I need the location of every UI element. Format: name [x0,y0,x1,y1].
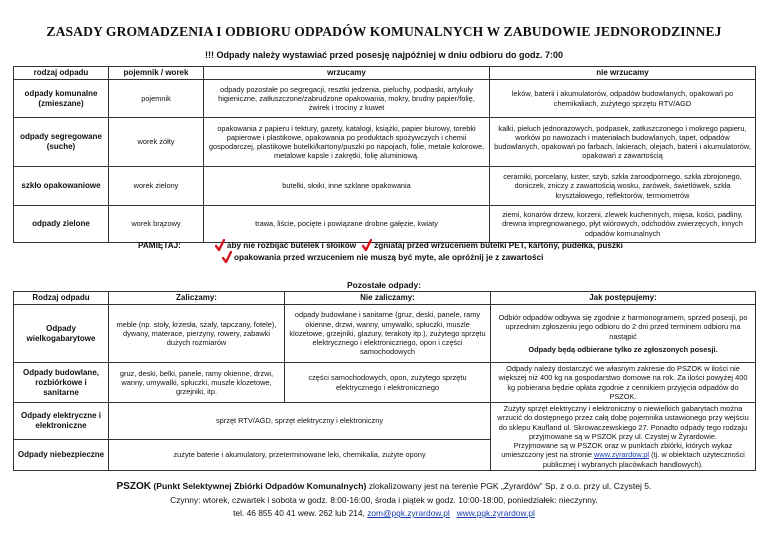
header-waste-type: Rodzaj odpadu [14,292,109,305]
waste-type: Odpady budowlane, rozbiórkowe i sanitarne [14,363,109,403]
header-container: pojemnik / worek [109,67,204,80]
table-row [14,167,756,206]
zyrardow-link[interactable]: www.zyrardow.pl [594,450,650,460]
pszok-brand: PSZOK [116,481,151,492]
table-row [14,80,756,118]
header-allowed: wrzucamy [204,67,490,80]
waste-type: odpady segregowane (suche) [14,118,109,167]
procedure [491,305,756,363]
waste-sorting-table [13,66,756,243]
other-waste-heading: Pozostałe odpady: [347,280,421,290]
table-row [14,118,756,167]
procedure-note: Odpady będą odbierane tylko ze zgłoszonych posesji. [528,344,718,354]
header-not-allowed: nie wrzucamy [490,67,756,80]
not-allowed-items: leków, baterii i akumulatorów, odpadów budowlanych, opakowań po chemikaliach, zużytego sprzętu RTV/AGD [490,80,756,118]
procedure-text: (tj. w obiektach użyteczności publicznej i wybranych placówkach handlowych). [542,450,745,469]
not-allowed-items: ceramiki, porcelany, luster, szyb, szkła żaroodpornego, szkła zbrojonego, doniczek, zniczy z zawartością wosku, żarówek, świetlówek, szkła kryształowego, reflektorów, termometrów [490,167,756,206]
contact-line [0,508,768,518]
included-items: meble (np. stoły, krzesła, szafy, tapczany, fotele), dywany, materace, pierzyny, rowery, zabawki dużych rozmiarów [109,305,285,363]
excluded-items: odpady budowlane i sanitarne (gruz, deski, panele, ramy okienne, drzwi, wanny, umywalki, spłuczki, muszle klozetowe, grzejniki, glazury, terakoty itp.), zużytego sprzętu elektrycznego i elektronicznego, opon i części samochodowych [285,305,491,363]
allowed-items: odpady pozostałe po segregacji, resztki jedzenia, pieluchy, podpaski, artykuły higieniczne, zatłuszczone/zabrudzone opakowania, mokry, brudny papier/folię, żwirek i trociny z kuwet [204,80,490,118]
pszok-full-name: (Punkt Selektywnej Zbiórki Odpadów Komunalnych) [153,481,367,491]
header-included: Zaliczamy: [109,292,285,305]
waste-type: Odpady niebezpieczne [14,439,109,470]
waste-type: Odpady elektryczne i elektroniczne [14,403,109,440]
waste-type: odpady komunalne (zmieszane) [14,80,109,118]
remember-box [138,239,623,263]
checkmark-icon [362,239,372,251]
included-items: sprzęt RTV/AGD, sprzęt elektryczny i elektroniczny [109,403,491,440]
container: worek żółty [109,118,204,167]
other-waste-table [13,291,756,471]
checkmark-icon [215,239,225,251]
procedure [491,403,756,471]
waste-type: Odpady wielkogabarytowe [14,305,109,363]
remember-item-2: zgniataj przed wrzuceniem butelki PET, kartony, pudełka, puszki [374,240,623,250]
remember-label: PAMIĘTAJ: [138,240,181,250]
not-allowed-items: ziemi, konarów drzew, korzeni, zlewek kuchennych, mięsa, kości, padliny, drewna impregnowanego, płyt wiórowych, odchodów zwierzęcych, innych odpadów komunalnych [490,206,756,243]
procedure-text: Odbiór odpadów odbywa się zgodnie z harmonogramem, sprzed posesji, po uprzednim zgłoszeniu jego odbioru do 2 dni przed terminem odbioru ma nastąpić [498,313,748,341]
header-procedure: Jak postępujemy: [491,292,756,305]
procedure-text [494,441,752,469]
included-items: zużyte baterie i akumulatory, przeterminowane leki, chemikalia, zużyte opony [109,439,491,470]
waste-type: szkło opakowaniowe [14,167,109,206]
header-waste-type: rodzaj odpadu [14,67,109,80]
table-row [14,363,756,403]
email-link[interactable]: zom@pgk.zyrardow.pl [367,508,450,518]
container: worek zielony [109,167,204,206]
pszok-location: zlokalizowany jest na terenie PGK „Żyrardów” Sp. z o.o. przy ul. Czystej 5. [366,481,652,491]
allowed-items: trawa, liście, pocięte i powiązane drobne gałęzie, kwiaty [204,206,490,243]
included-items: gruz, deski, belki, panele, ramy okienne, drzwi, wanny, umywalki, spłuczki, muszle klozetowe, grzejniki, itp. [109,363,285,403]
deadline-notice: !!! Odpady należy wystawiać przed posesję najpóźniej w dniu odbioru do godz. 7:00 [204,50,564,60]
waste-type: odpady zielone [14,206,109,243]
header-excluded: Nie zaliczamy: [285,292,491,305]
opening-hours: Czynny: wtorek, czwartek i sobota w godz. 8:00-16:00, środa i piątek w godz. 10:00-18:00, poniedziałek: nieczynny. [170,495,598,505]
container: worek brązowy [109,206,204,243]
footer [0,481,768,518]
table-row [14,206,756,243]
table-row [14,403,756,440]
procedure-text: Przyjmowane są w PSZOK oraz w punktach zbiórki, których wykaz umieszczony jest na stronie [501,441,733,460]
allowed-items: opakowania z papieru i tektury, gazety, katalogi, książki, papier biurowy, torebki papierowe i plastikowe, opakowania po produktach spożywczych i chemii gospodarczej, plastikowe butelki/kartony/puszki po napojach, folie, metale kolorowe, metalowe kapsle i zakrętki, folię aluminiową. [204,118,490,167]
remember-item-1: aby nie rozbijać butelek i słoików [226,240,357,250]
container: pojemnik [109,80,204,118]
page-title: ZASADY GROMADZENIA I ODBIORU ODPADÓW KOMUNALNYCH W ZABUDOWIE JEDNORODZINNEJ [46,24,722,39]
procedure-text: Zużyty sprzęt elektryczny i elektroniczny o niewielkich gabarytach można wrzucić do dostępnego przez całą dobę pojemnika ustawionego przy wejściu do sklepu Kaufland ul. Skrowaczewskiego 27. Ponadto odpady tego rodzaju przyjmowane są w PSZOK przy ul. Czystej w Żyrardowie. [497,404,749,441]
website-link[interactable]: www.pgk.zyrardow.pl [456,508,535,518]
checkmark-icon [222,251,232,263]
table-row [14,305,756,363]
procedure: Odpady należy dostarczyć we własnym zakresie do PSZOK w ilości nie większej niż 400 kg na gospodarstwo domowe na rok. Za ilości powyżej 400 kg pobierana będzie opłata zgodnie z cennikiem przyjęcia odpadów do PSZOK. [491,363,756,403]
not-allowed-items: kalki, pieluch jednorazowych, podpasek, zatłuszczonego i mokrego papieru, worków po nawozach i materiałach budowlanych, tapet, odpadów budowlanych, opakowań po farbach, lakierach, olejach, baterii i akumulatorów, opakowań z zawartością [490,118,756,167]
pszok-info [0,481,768,492]
allowed-items: butelki, słoiki, inne szklane opakowania [204,167,490,206]
remember-item-3: opakowania przed wrzuceniem nie muszą być myte, ale opróżnij je z zawartości [234,252,544,262]
excluded-items: części samochodowych, opon, zużytego sprzętu elektrycznego i elektronicznego [285,363,491,403]
contact-phone: tel. 46 855 40 41 wew. 262 lub 214, [233,508,368,518]
